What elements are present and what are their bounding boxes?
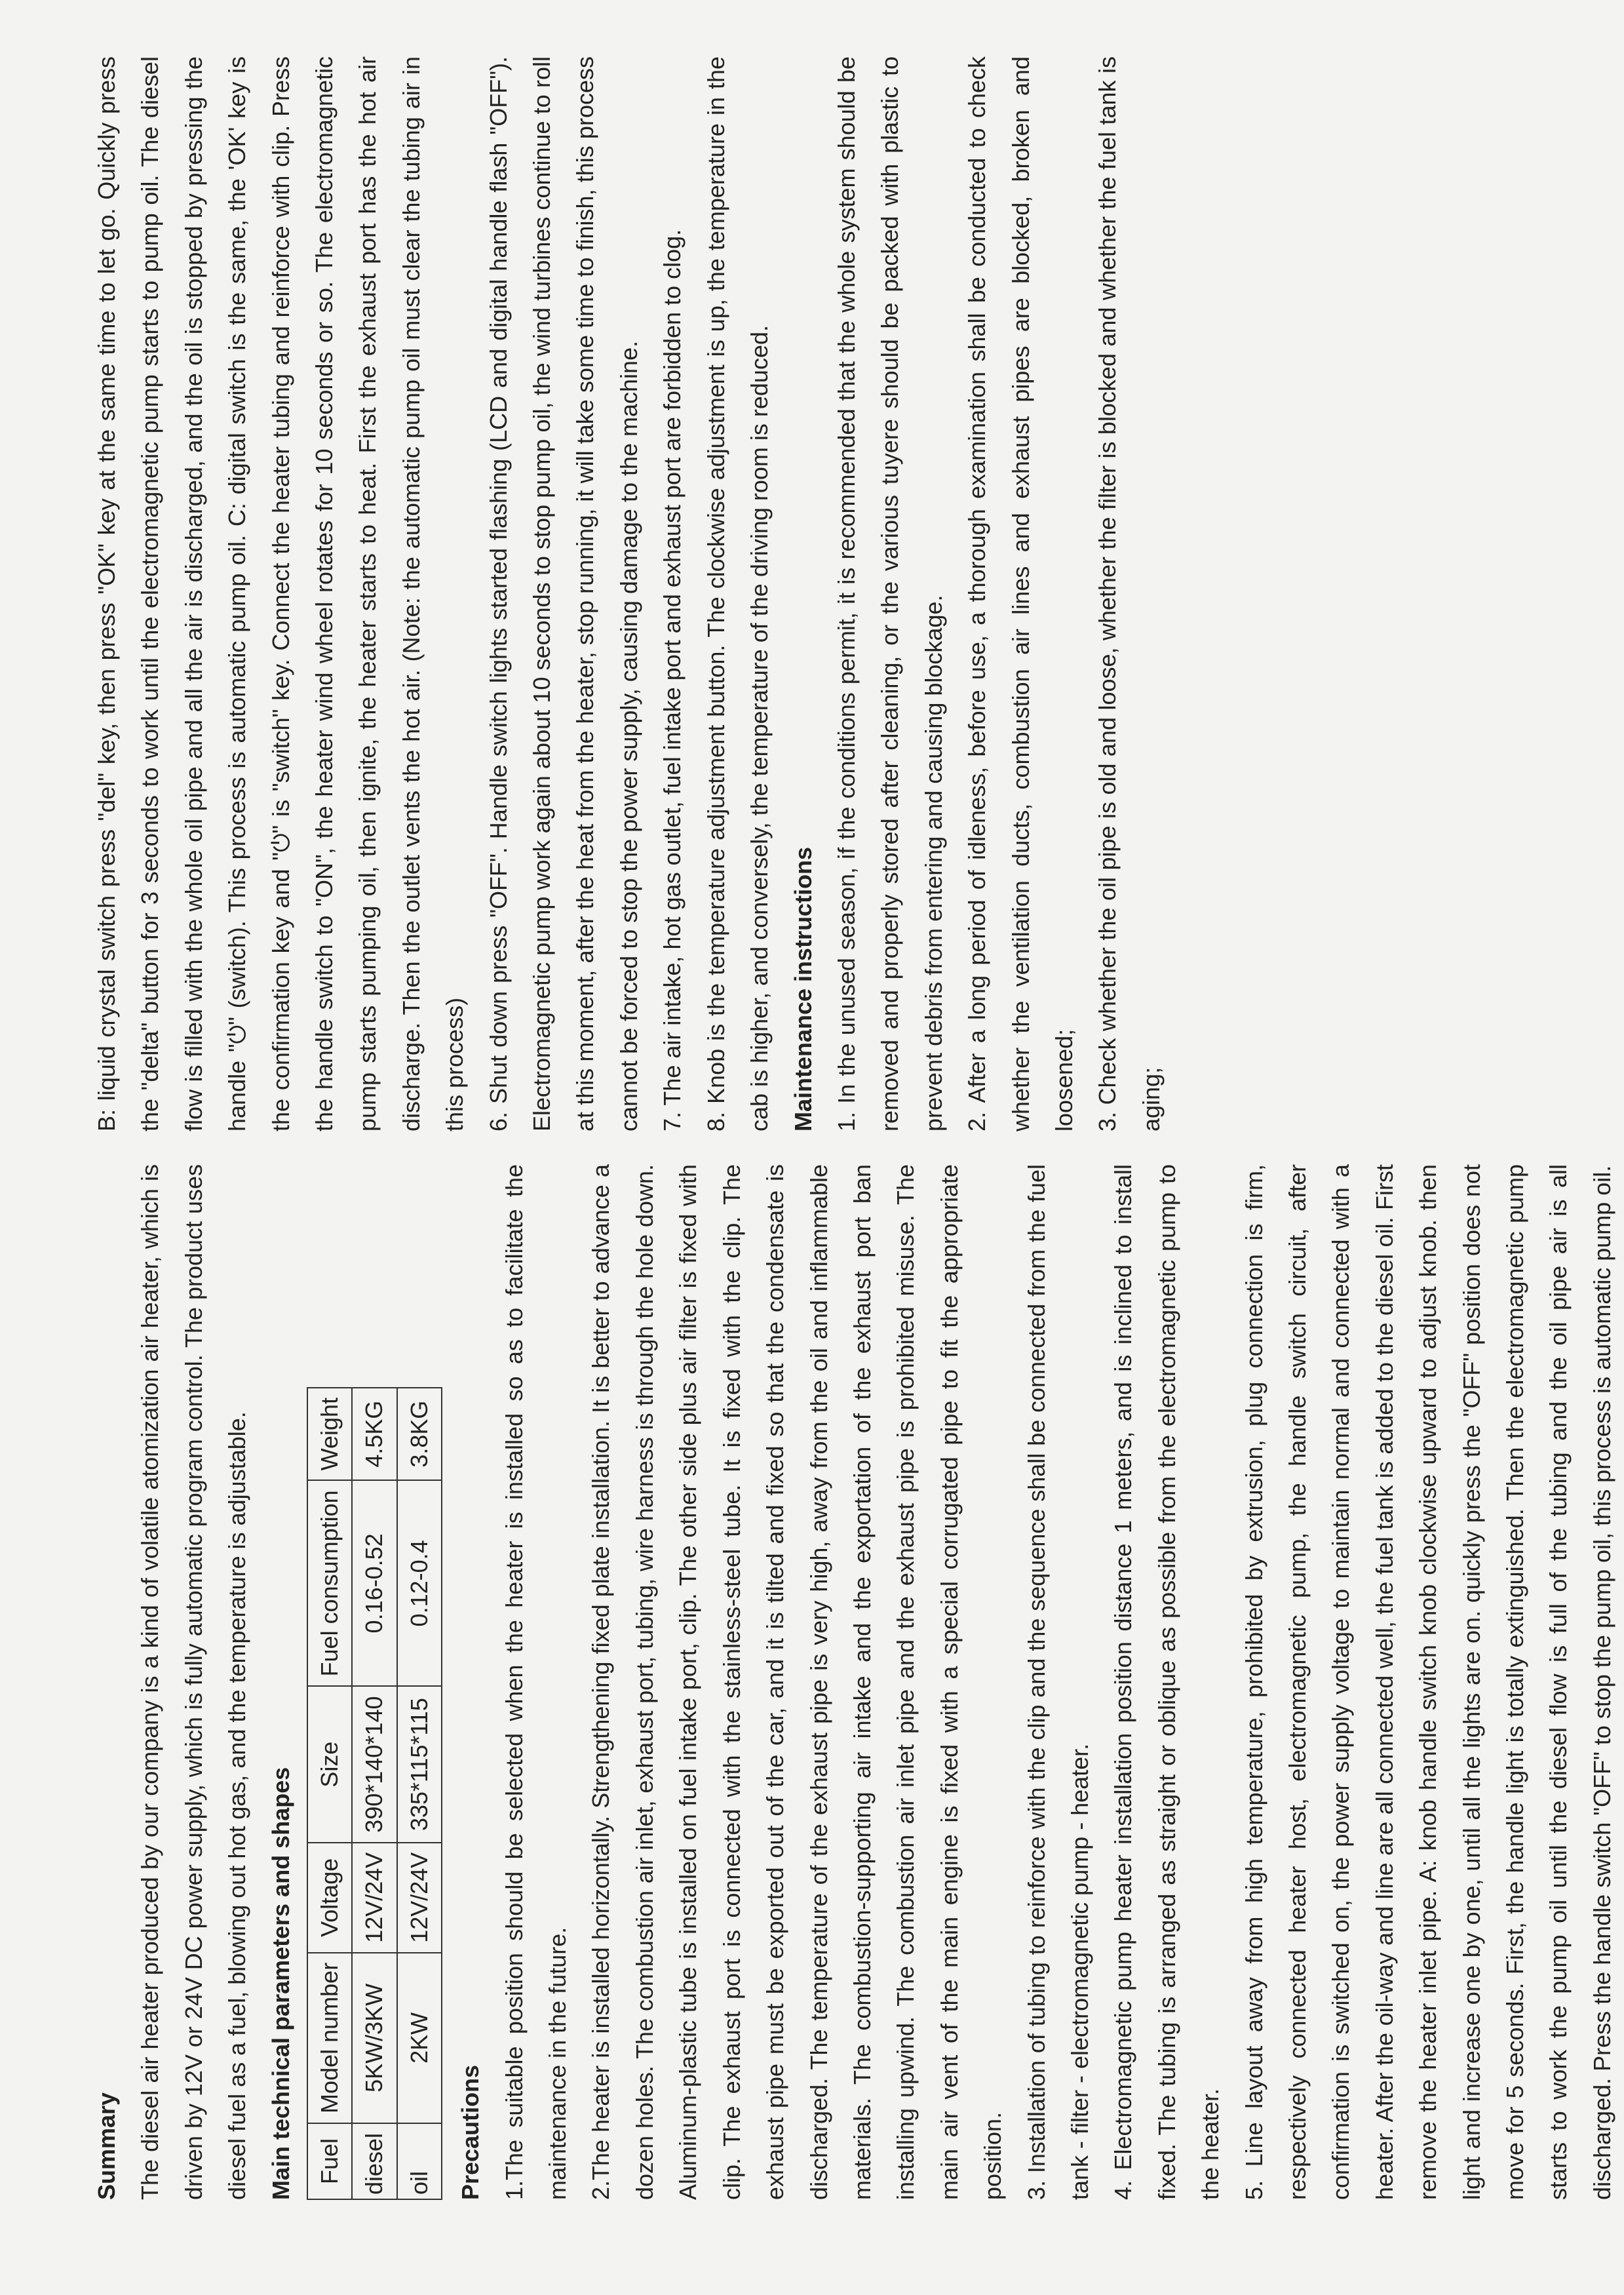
table-header-row <box>307 1388 352 2199</box>
fuel-cell: diesel <box>352 2123 396 2199</box>
maintenance-item: 2. After a long period of idleness, before use, a thorough examination shall be conducted to check whether the ventilation ducts, combustion air lines and exhaust pipes are blocked, broken and loosened; <box>963 56 1077 1131</box>
table-header-cell: Model number <box>307 1953 352 2123</box>
table-cell: 12V/24V <box>352 1843 396 1953</box>
table-row <box>397 1388 442 2199</box>
table-cell: 390*140*140 <box>352 1686 396 1842</box>
table-cell: 12V/24V <box>397 1843 442 1953</box>
table-header-cell: Voltage <box>307 1843 352 1953</box>
table-cell: 4.5KG <box>352 1388 396 1480</box>
table-cell: 0.12-0.4 <box>397 1480 442 1686</box>
precaution-item: 4. Electromagnetic pump heater installation position distance 1 meters, and is inclined to install fixed. The tubing is arranged as straight or oblique as possible from the electromagnetic pump to the heater. <box>1110 1164 1224 2200</box>
summary-text: The diesel air heater produced by our company is a kind of volatile atomization air heater, which is driven by 12V or 24V DC power supply, which is fully automatic program control. The product uses diesel fuel as a fuel, blowing out hot gas, and the temperature is adjustable. <box>136 1164 251 2200</box>
table-header-cell: Fuel <box>307 2123 352 2199</box>
table-header-cell: Size <box>307 1686 352 1842</box>
maintenance-heading: Maintenance instructions <box>789 846 817 1131</box>
right-column <box>85 56 1173 1131</box>
summary-heading: Summary <box>93 2092 120 2200</box>
table-header-cell: Fuel consumption <box>307 1480 352 1686</box>
params-heading: Main technical parameters and shapes <box>267 1767 294 2200</box>
precautions-heading: Precautions <box>457 2064 484 2200</box>
maintenance-item: 3. Check whether the oil pipe is old and loose, whether the filter is blocked and whether the fuel tank is aging; <box>1094 56 1165 1131</box>
table-row <box>352 1388 396 2199</box>
table-cell: 335*115*115 <box>397 1686 442 1842</box>
precaution-item: 8. Knob is the temperature adjustment button. The clockwise adjustment is up, the temperature in the cab is higher, and conversely, the temperature of the driving room is reduced. <box>702 56 773 1131</box>
precaution-item: 2.The heater is installed horizontally. Strengthening fixed plate installation. It is better to advance a dozen holes. The combustion air inlet, exhaust port, tubing, wire harness is through the hole down. Aluminum-plastic tube is installed on fuel intake port, clip. The other side plus air filter is fixed with clip. The exhaust port is connected with the stainless-steel tube. It is fixed with the clip. The exhaust pipe must be exported out of the car, and it is tilted and fixed so that the condensate is discharged. The temperature of the exhaust pipe is very high, away from the oil and inflammable materials. The combustion-supporting air intake and the exportation of the exhaust port ban installing upwind. The combustion air inlet pipe and the exhaust pipe is prohibited misuse. The main air vent of the main engine is fixed with a special corrugated pipe to fit the appropriate position. <box>587 1164 1007 2200</box>
precaution-item: 6. Shut down press "OFF". Handle switch lights started flashing (LCD and digital handle flash "OFF"). Electromagnetic pump work again about 10 seconds to stop pump oil, the wind turbines continue to roll at this moment, after the heat from the heater, stop running, it will take some time to finish, this process cannot be forced to stop the power supply, causing damage to the machine. <box>484 56 642 1131</box>
fuel-cell: oil <box>397 2123 442 2199</box>
precaution-item: 5. Line layout away from high temperature, prohibited by extrusion, plug connection is firm, respectively connected heater host, electromagnetic pump, the handle switch circuit, after confirmation is switched on, the power supply voltage to maintain normal and connected with a heater. After the oil-way and line are all connected well, the fuel tank is added to the diesel oil. First remove the heater inlet pipe. A: knob handle switch knob clockwise upward to adjust knob. then light and increase one by one, until all the lights are on. quickly press the "OFF" position does not move for 5 seconds. First, the handle light is totally extinguished. Then the electromagnetic pump starts to work the pump oil until the diesel flow is full of the tubing and the oil pipe air is all discharged. Press the handle switch "OFF" to stop the pump oil, this process is automatic pump oil. <box>1240 1164 1615 2200</box>
precaution-item: B: liquid crystal switch press "del" key, then press "OK" key at the same time to let go. Quickly press the "delta" button for 3 seconds to work until the electromagnetic pump starts to pump oil. The diesel flow is filled with the whole oil pipe and all the air is discharged, and the oil is stopped by pressing the handle "⏻" (switch). This process is automatic pump oil. C: digital switch is the same, the 'OK' key is the confirmation key and "⏻" is "switch" key. Connect the heater tubing and reinforce with clip. Press the handle switch to "ON", the heater wind wheel rotates for 10 seconds or so. The electromagnetic pump starts pumping oil, then ignite, the heater starts to heat. First the exhaust port has the hot air discharge. Then the outlet vents the hot air. (Note: the automatic pump oil must clear the tubing air in this process) <box>93 56 469 1131</box>
precaution-item: 3. Installation of tubing to reinforce with the clip and the sequence shall be connected from the fuel tank - filter - electromagnetic pump - heater. <box>1022 1164 1093 2200</box>
table-cell: 2KW <box>397 1953 442 2123</box>
spec-table <box>307 1387 442 2200</box>
precaution-item: 7. The air intake, hot gas outlet, fuel intake port and exhaust port are forbidden to clog. <box>659 229 686 1131</box>
table-cell: 5KW/3KW <box>352 1953 396 2123</box>
precaution-item: 1.The suitable position should be selected when the heater is installed so as to facilitate the maintenance in the future. <box>500 1164 571 2200</box>
table-cell: 3.8KG <box>397 1388 442 1480</box>
maintenance-item: 1. In the unused season, if the conditions permit, it is recommended that the whole system should be removed and properly stored after cleaning, or the various tuyere should be packed with plastic to prevent debris from entering and causing blockage. <box>832 56 947 1131</box>
left-column <box>85 1164 1624 2200</box>
table-header-cell: Weight <box>307 1388 352 1480</box>
table-cell: 0.16-0.52 <box>352 1480 396 1686</box>
